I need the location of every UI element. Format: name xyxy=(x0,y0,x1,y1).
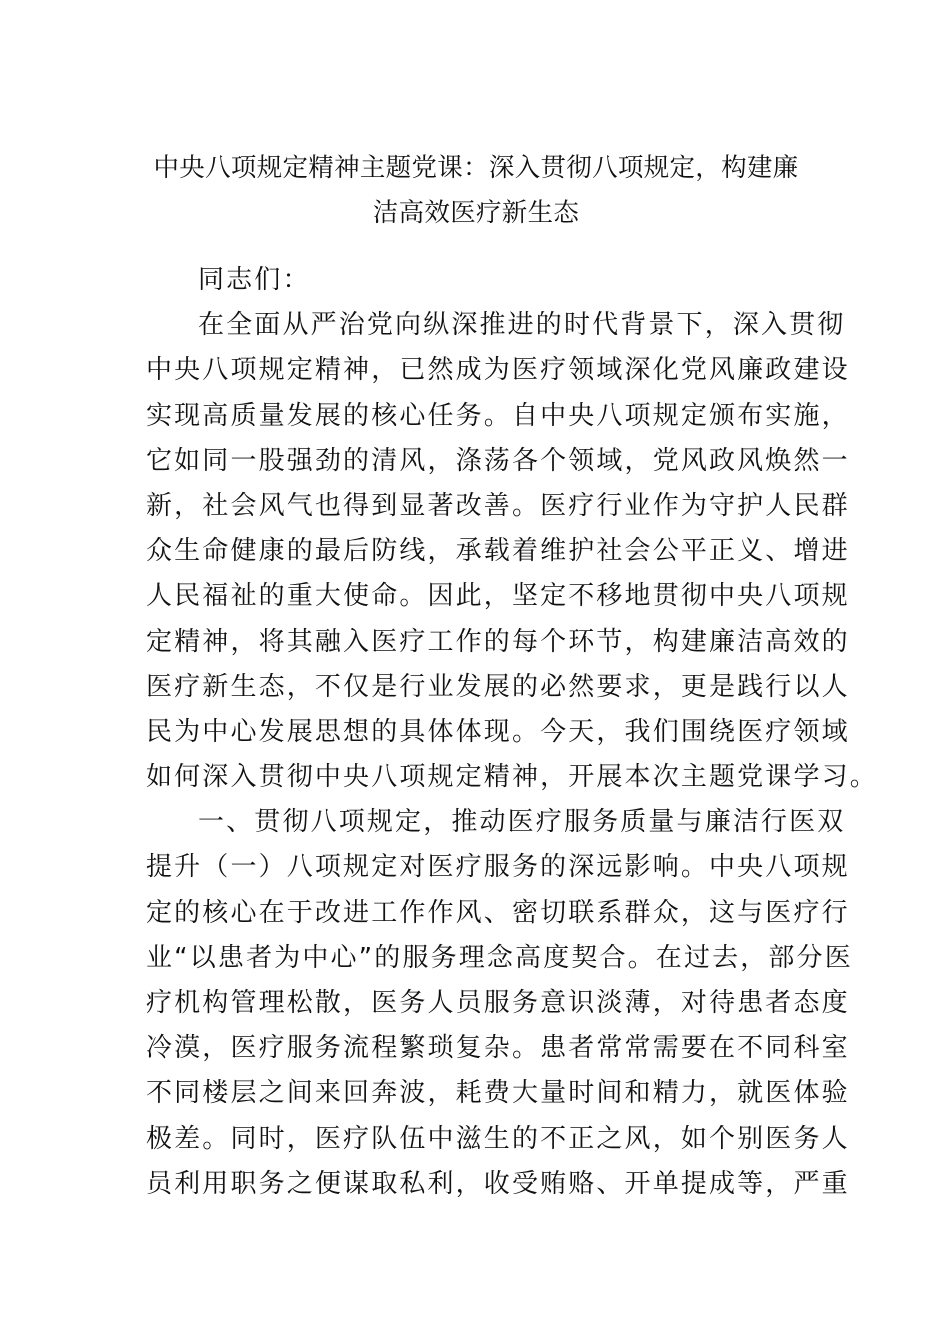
text-line: 它如同一股强劲的清风，涤荡各个领域，党风政风焕然一 xyxy=(146,445,850,476)
text-line: 提升（一）八项规定对医疗服务的深远影响。中央八项规 xyxy=(146,852,850,883)
paragraph-intro xyxy=(146,303,878,800)
title-line: 洁高效医疗新生态 xyxy=(372,198,580,228)
text-line: 民为中心发展思想的具体体现。今天，我们围绕医疗领域 xyxy=(146,716,850,747)
text-line: 中央八项规定精神，已然成为医疗领域深化党风廉政建设 xyxy=(146,355,850,386)
document-title xyxy=(146,146,806,236)
paragraph-section-one xyxy=(146,800,853,1207)
text-line: 员利用职务之便谋取私利，收受贿赂、开单提成等，严重 xyxy=(146,1168,850,1199)
text-line: 极差。同时，医疗队伍中滋生的不正之风，如个别医务人 xyxy=(146,1123,850,1154)
text-line: 不同楼层之间来回奔波，耗费大量时间和精力，就医体验 xyxy=(146,1078,850,1109)
text-line: 疗机构管理松散，医务人员服务意识淡薄，对待患者态度 xyxy=(146,988,850,1018)
text-line: 新，社会风气也得到显著改善。医疗行业作为守护人民群 xyxy=(146,490,850,521)
text-line: 冷漠，医疗服务流程繁琐复杂。患者常常需要在不同科室 xyxy=(146,1033,850,1064)
document-body xyxy=(146,258,878,1207)
text-line: 定的核心在于改进工作作风、密切联系群众，这与医疗行 xyxy=(146,897,850,928)
text-line: 在全面从严治党向纵深推进的时代背景下，深入贯彻 xyxy=(198,310,846,341)
salutation: 同志们： xyxy=(198,265,311,295)
section-heading-line: 一、贯彻八项规定，推动医疗服务质量与廉洁行医双 xyxy=(198,807,846,838)
text-line: 定精神，将其融入医疗工作的每个环节，构建廉洁高效的 xyxy=(146,626,850,657)
text-line: 医疗新生态，不仅是行业发展的必然要求，更是践行以人 xyxy=(146,671,850,702)
text-line: 实现高质量发展的核心任务。自中央八项规定颁布实施， xyxy=(146,400,850,431)
text-line: 业“以患者为中心”的服务理念高度契合。在过去，部分医 xyxy=(146,942,853,973)
text-line: 众生命健康的最后防线，承载着维护社会公平正义、增进 xyxy=(146,536,850,567)
text-line: 如何深入贯彻中央八项规定精神，开展本次主题党课学习。 xyxy=(146,762,878,793)
text-line: 人民福祉的重大使命。因此，坚定不移地贯彻中央八项规 xyxy=(146,581,850,612)
title-line: 中央八项规定精神主题党课：深入贯彻八项规定，构建廉 xyxy=(153,153,799,183)
